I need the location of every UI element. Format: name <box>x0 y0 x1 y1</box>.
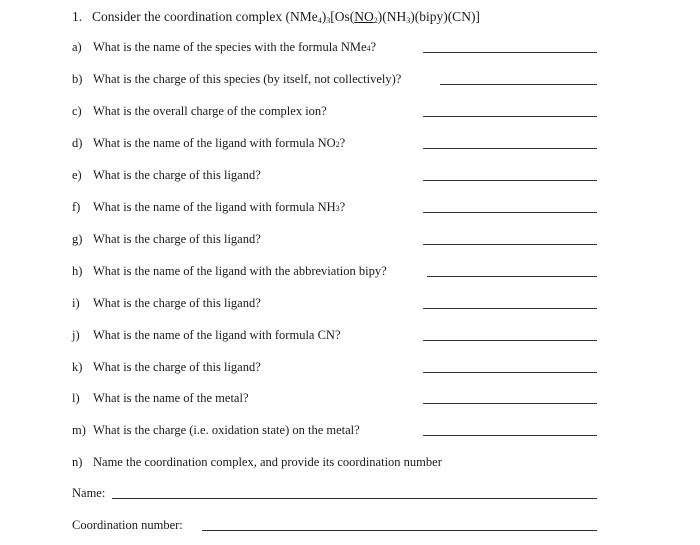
question-j <box>72 328 341 343</box>
coordination-number-label: Coordination number: <box>72 518 183 532</box>
question-label: i) <box>72 296 80 310</box>
name-field-line[interactable] <box>112 498 597 499</box>
answer-line-m[interactable] <box>423 435 597 436</box>
heading-text: )(NH <box>377 9 407 24</box>
question-text: What is the charge of this ligand? <box>93 232 261 246</box>
question-e <box>72 168 261 183</box>
answer-line-b[interactable] <box>440 84 597 85</box>
heading-text-underlined: NO <box>354 9 374 24</box>
question-text: What is the name of the ligand with the abbreviation bipy? <box>93 264 387 278</box>
question-label: b) <box>72 72 83 86</box>
heading-text: ) <box>321 9 327 24</box>
question-label: a) <box>72 40 82 54</box>
question-a: a) What is the name of the species with the formula NMe 4 ? <box>72 40 377 54</box>
question-text: What is the charge (i.e. oxidation state) on the metal? <box>93 423 360 437</box>
question-label: m) <box>72 423 86 437</box>
question-text-end: ? <box>370 40 377 54</box>
question-text: What is the charge of this ligand? <box>93 168 261 182</box>
question-text-end: ? <box>339 200 346 214</box>
question-label: e) <box>72 168 82 182</box>
question-i <box>72 296 261 311</box>
question-l <box>72 391 249 406</box>
question-text: What is the overall charge of the complex ion? <box>93 104 327 118</box>
question-text: What is the charge of this ligand? <box>93 360 261 374</box>
name-label: Name: <box>72 486 106 500</box>
question-number: 1. <box>72 9 83 24</box>
question-text: What is the charge of this ligand? <box>93 296 261 310</box>
question-c <box>72 104 327 119</box>
coordination-number-field-line[interactable] <box>202 530 597 531</box>
question-h <box>72 264 387 279</box>
answer-line-c[interactable] <box>423 116 597 117</box>
question-f: f) What is the name of the ligand with formula NH 3 ? <box>72 200 346 214</box>
question-label: j) <box>72 328 80 342</box>
answer-line-k[interactable] <box>423 372 597 373</box>
heading-subscript: 3 <box>326 16 331 25</box>
question-text: What is the name of the species with the formula NMe <box>93 40 367 54</box>
answer-line-a[interactable] <box>423 52 597 53</box>
question-label: k) <box>72 360 83 374</box>
question-n <box>72 455 442 470</box>
question-label: h) <box>72 264 83 278</box>
question-label: f) <box>72 200 81 214</box>
question-label: n) <box>72 455 83 469</box>
question-label: l) <box>72 391 80 405</box>
question-text: What is the charge of this species (by itself, not collectively)? <box>93 72 402 86</box>
answer-line-j[interactable] <box>423 340 597 341</box>
heading-text: [Os( <box>330 9 355 24</box>
answer-line-h[interactable] <box>427 276 597 277</box>
question-text: What is the name of the ligand with formula NH <box>93 200 336 214</box>
question-label: g) <box>72 232 83 246</box>
answer-line-i[interactable] <box>423 308 597 309</box>
question-text: What is the name of the ligand with formula CN? <box>93 328 341 342</box>
question-m <box>72 423 360 438</box>
question-text: What is the name of the metal? <box>93 391 249 405</box>
heading-subscript: 4 <box>317 16 322 25</box>
heading-subscript: 2 <box>373 16 378 25</box>
heading-text: )(bipy)(CN)] <box>410 9 480 24</box>
question-1-heading <box>72 9 480 25</box>
answer-line-d[interactable] <box>423 148 597 149</box>
heading-subscript: 3 <box>406 16 411 25</box>
question-label: c) <box>72 104 82 118</box>
question-text: Name the coordination complex, and provide its coordination number <box>93 455 442 469</box>
question-text-end: ? <box>339 136 346 150</box>
answer-line-g[interactable] <box>423 244 597 245</box>
heading-text: Consider the coordination complex (NMe <box>92 9 318 24</box>
question-g <box>72 232 261 247</box>
question-b <box>72 72 401 87</box>
question-text: What is the name of the ligand with formula NO <box>93 136 336 150</box>
question-label: d) <box>72 136 83 150</box>
answer-line-e[interactable] <box>423 180 597 181</box>
answer-line-f[interactable] <box>423 212 597 213</box>
question-d: d) What is the name of the ligand with formula NO 2 ? <box>72 136 346 150</box>
answer-line-l[interactable] <box>423 403 597 404</box>
question-k <box>72 360 261 375</box>
